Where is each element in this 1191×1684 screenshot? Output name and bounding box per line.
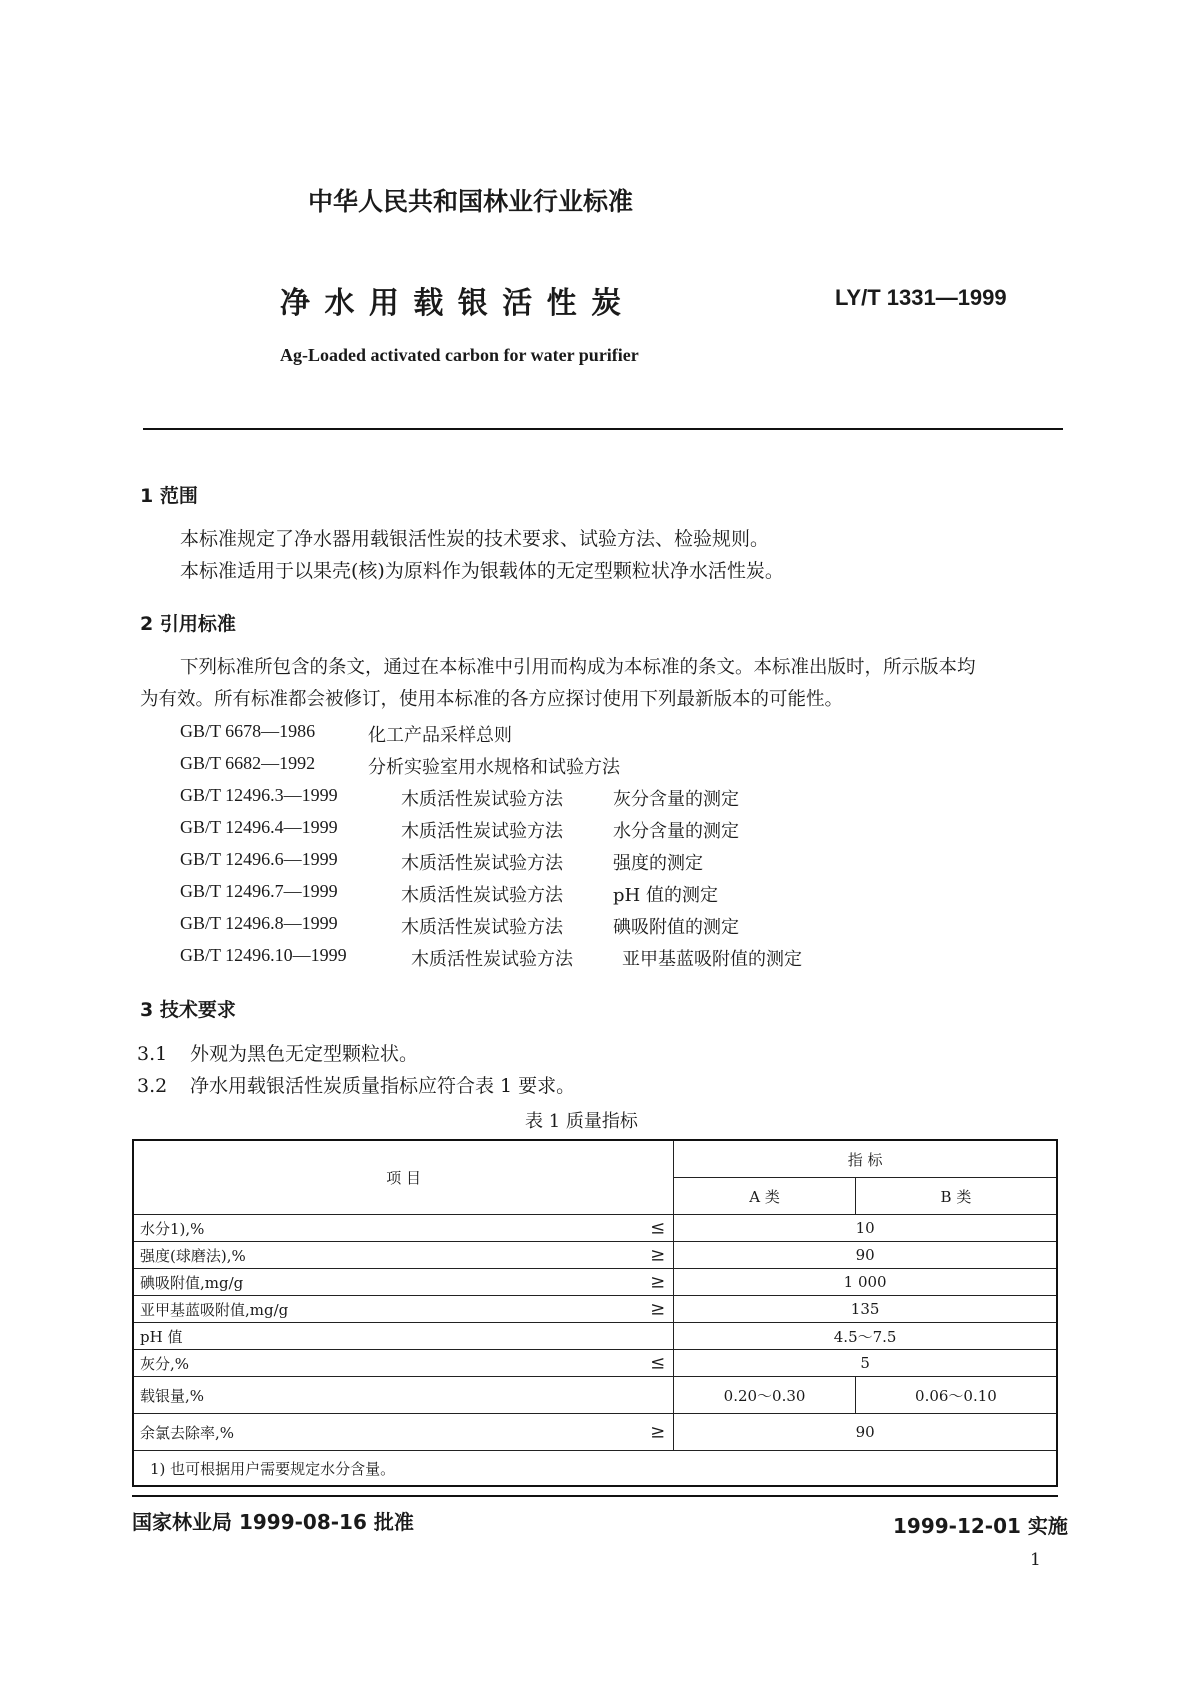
reference-title: 木质活性炭试验方法 <box>401 821 563 842</box>
reference-code: GB/T 6678—1986 <box>180 721 316 741</box>
reference-title: 化工产品采样总则 <box>368 725 512 746</box>
section-2-para-line-1: 下列标准所包含的条文，通过在本标准中引用而构成为本标准的条文。本标准出版时，所示版本均 <box>180 657 976 678</box>
reference-code: GB/T 6682—1992 <box>180 753 316 773</box>
org-title: 中华人民共和国林业行业标准 <box>308 187 634 216</box>
document-title-cn: 净 水 用 载 银 活 性 炭 <box>280 286 624 321</box>
reference-code: GB/T 12496.6—1999 <box>180 849 338 869</box>
reference-subtitle: 碘吸附值的测定 <box>613 917 739 938</box>
section-1-para-2: 本标准适用于以果壳(核)为原料作为银载体的无定型颗粒状净水活性炭。 <box>180 560 784 582</box>
row-value: 4.5～7.5 <box>674 1323 1057 1350</box>
table-row <box>133 1377 1057 1414</box>
clause-3-1-text: 外观为黑色无定型颗粒状。 <box>190 1043 419 1065</box>
row-label <box>133 1296 674 1323</box>
comparison-symbol: ≥ <box>650 1244 666 1266</box>
reference-code: GB/T 12496.10—1999 <box>180 945 347 965</box>
row-label <box>133 1414 674 1451</box>
table-row <box>133 1414 1057 1451</box>
approval-date: 国家林业局 1999-08-16 批准 <box>132 1510 414 1534</box>
clause-3-2-text: 净水用载银活性炭质量指标应符合表 1 要求。 <box>190 1075 576 1097</box>
row-label <box>133 1215 674 1242</box>
table-footnote-row <box>133 1451 1057 1487</box>
document-title-en: Ag-Loaded activated carbon for water purifier <box>280 345 639 365</box>
column-header-class-a: A 类 <box>674 1178 856 1215</box>
table-footnote: 1) 也可根据用户需要规定水分含量。 <box>133 1451 1057 1487</box>
comparison-symbol: ≤ <box>650 1352 666 1374</box>
reference-title: 木质活性炭试验方法 <box>401 917 563 938</box>
row-label <box>133 1323 674 1350</box>
effective-date: 1999-12-01 实施 <box>893 1514 1068 1538</box>
clause-3-1-number: 3.1 <box>137 1043 168 1065</box>
section-1-heading: 1 范围 <box>140 485 198 507</box>
comparison-symbol: ≤ <box>650 1217 666 1239</box>
reference-title: 分析实验室用水规格和试验方法 <box>368 757 620 778</box>
row-value: 90 <box>674 1242 1057 1269</box>
row-label-text: 载银量,% <box>140 1386 205 1405</box>
row-label <box>133 1269 674 1296</box>
reference-subtitle: 亚甲基蓝吸附值的测定 <box>622 949 802 970</box>
row-label-text: 灰分,% <box>140 1354 190 1373</box>
row-label-text: 强度(球磨法),% <box>140 1246 246 1265</box>
page-number: 1 <box>1030 1550 1041 1570</box>
reference-title: 木质活性炭试验方法 <box>401 789 563 810</box>
row-label <box>133 1350 674 1377</box>
table-row <box>133 1215 1057 1242</box>
row-value-class-b: 0.06～0.10 <box>855 1377 1057 1414</box>
table-header-row <box>133 1140 1057 1178</box>
section-3-heading: 3 技术要求 <box>140 999 236 1021</box>
row-value: 1 000 <box>674 1269 1057 1296</box>
reference-title: 木质活性炭试验方法 <box>411 949 573 970</box>
standard-code: LY/T 1331—1999 <box>835 285 1007 310</box>
table-row <box>133 1269 1057 1296</box>
table-row <box>133 1323 1057 1350</box>
table-row <box>133 1242 1057 1269</box>
table-caption: 表 1 质量指标 <box>525 1111 638 1132</box>
reference-subtitle: pH 值的测定 <box>613 885 718 906</box>
row-label-text: pH 值 <box>140 1327 183 1346</box>
row-label <box>133 1242 674 1269</box>
reference-code: GB/T 12496.4—1999 <box>180 817 338 837</box>
footer-rule <box>132 1495 1058 1497</box>
column-header-class-b: B 类 <box>855 1178 1057 1215</box>
row-value: 135 <box>674 1296 1057 1323</box>
reference-code: GB/T 12496.8—1999 <box>180 913 338 933</box>
comparison-symbol: ≥ <box>650 1271 666 1293</box>
comparison-symbol: ≥ <box>650 1421 666 1443</box>
row-value: 5 <box>674 1350 1057 1377</box>
reference-subtitle: 强度的测定 <box>613 853 703 874</box>
table-row <box>133 1296 1057 1323</box>
table-row <box>133 1350 1057 1377</box>
reference-subtitle: 水分含量的测定 <box>613 821 739 842</box>
row-label-text: 余氯去除率,% <box>140 1423 235 1442</box>
section-1-para-1: 本标准规定了净水器用载银活性炭的技术要求、试验方法、检验规则。 <box>180 528 770 550</box>
row-value-class-a: 0.20～0.30 <box>674 1377 856 1414</box>
section-2-heading: 2 引用标准 <box>140 613 236 635</box>
row-label-text: 亚甲基蓝吸附值,mg/g <box>140 1300 289 1319</box>
reference-code: GB/T 12496.7—1999 <box>180 881 338 901</box>
reference-title: 木质活性炭试验方法 <box>401 853 563 874</box>
reference-title: 木质活性炭试验方法 <box>401 885 563 906</box>
row-label-text: 碘吸附值,mg/g <box>140 1273 244 1292</box>
row-value: 90 <box>674 1414 1057 1451</box>
row-label-text: 水分1),% <box>140 1219 205 1238</box>
comparison-symbol: ≥ <box>650 1298 666 1320</box>
clause-3-2-number: 3.2 <box>137 1075 168 1097</box>
column-header-item: 项 目 <box>133 1140 674 1215</box>
section-2-para-line-2: 为有效。所有标准都会被修订，使用本标准的各方应探讨使用下列最新版本的可能性。 <box>140 689 844 710</box>
reference-code: GB/T 12496.3—1999 <box>180 785 338 805</box>
column-header-index: 指 标 <box>674 1140 1057 1178</box>
row-value: 10 <box>674 1215 1057 1242</box>
row-label <box>133 1377 674 1414</box>
reference-subtitle: 灰分含量的测定 <box>613 789 739 810</box>
quality-index-table <box>132 1139 1058 1487</box>
header-rule <box>143 428 1063 430</box>
